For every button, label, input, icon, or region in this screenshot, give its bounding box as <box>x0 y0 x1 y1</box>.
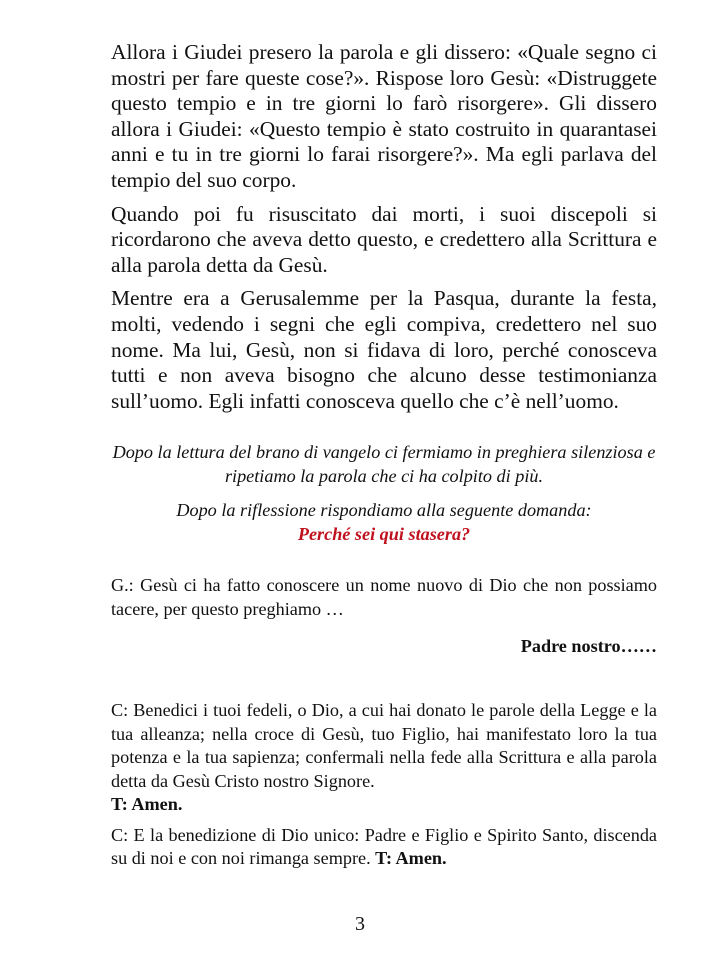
amen-response-2: T: Amen. <box>375 848 447 869</box>
guide-prayer: G.: Gesù ci ha fatto conoscere un nome nuovo di Dio che non possiamo tacere, per questo preghiamo … <box>111 575 657 619</box>
celebrant-blessing-1-text: C: Benedici i tuoi fedeli, o Dio, a cui hai donato le parole della Legge e la tua alleanza; nella croce di Gesù, tuo Figlio, hai manifestato loro la tua potenza e la tua sapienza; confermali nella fede alla Scrittura e alla parola detta da Gesù Cristo nostro Signore. <box>111 700 657 791</box>
instruction-reflection-text: Dopo la riflessione rispondiamo alla seguente domanda: <box>176 500 592 521</box>
gospel-paragraph-1: Allora i Giudei presero la parola e gli dissero: «Quale segno ci mostri per fare queste cose?». Rispose loro Gesù: «Distruggete questo tempio e in tre giorni lo farò risorgere». Gli dissero allora i Giudei: «Questo tempio è stato costruito in quarantasei anni e tu in tre giorni lo farai risorgere?». Ma egli parlava del tempio del suo corpo. <box>111 40 657 192</box>
page-content <box>111 40 657 871</box>
instruction-reading: Dopo la lettura del brano di vangelo ci fermiamo in preghiera silenziosa e ripetiamo la parola che ci ha colpito di più. <box>112 442 656 487</box>
celebrant-blessing-2 <box>111 824 657 871</box>
gospel-paragraph-2: Quando poi fu risuscitato dai morti, i suoi discepoli si ricordarono che aveva detto questo, e credettero alla Scrittura e alla parola detta da Gesù. <box>111 201 657 277</box>
page-number: 3 <box>355 913 365 935</box>
gospel-paragraph-3: Mentre era a Gerusalemme per la Pasqua, durante la festa, molti, vedendo i segni che egli compiva, credettero nel suo nome. Ma lui, Gesù, non si fidava di loro, perché conosceva tutti e non aveva bisogno che alcuno desse testimonianza sull’uomo. Egli infatti conosceva quello che c’è nell’uomo. <box>111 286 657 413</box>
our-father-heading: Padre nostro…… <box>520 636 657 657</box>
celebrant-blessing-1 <box>111 699 657 817</box>
reflection-question: Perché sei qui stasera? <box>297 524 471 545</box>
amen-response-1: T: Amen. <box>111 794 183 815</box>
instruction-reflection <box>111 498 657 546</box>
celebrant-blessing-2-text: C: E la benedizione di Dio unico: Padre e Figlio e Spirito Santo, discenda su di noi e con noi rimanga sempre. <box>111 824 657 869</box>
